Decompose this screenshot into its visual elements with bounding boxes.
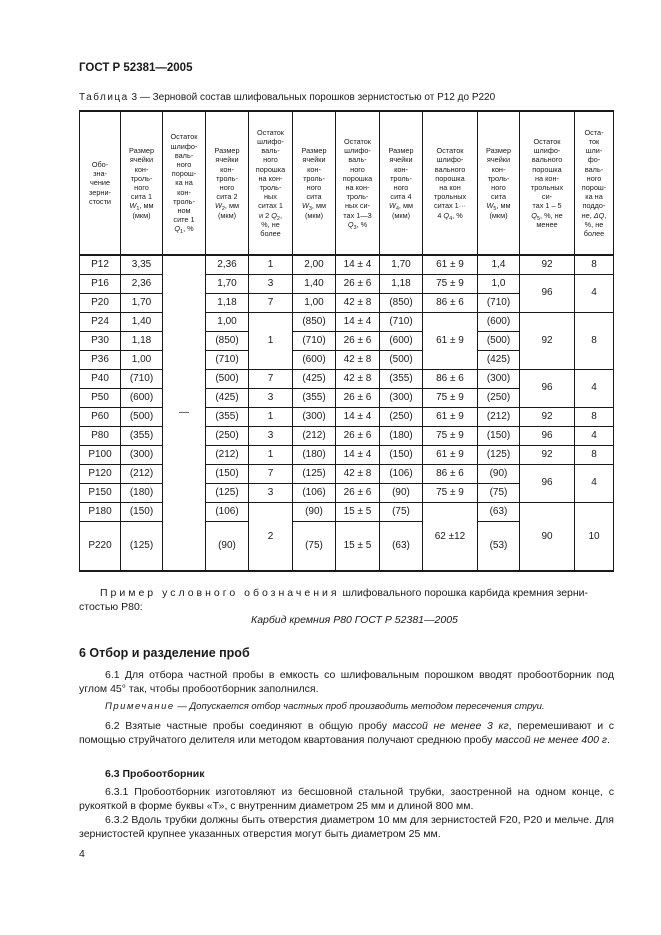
column-header-text-end: , мм (мкм)	[217, 201, 240, 220]
column-header-symbol: Q	[174, 224, 181, 234]
table-cell: 1,18	[206, 293, 249, 312]
table-cell: 61 ± 9	[423, 255, 478, 274]
column-header-9	[423, 111, 478, 255]
table-cell: Р12	[80, 255, 121, 274]
table-cell: 92	[520, 407, 575, 426]
table-row	[80, 407, 614, 426]
column-header-subscript: 2	[221, 206, 225, 213]
column-header-text: Остаток шлифо- вального порошка на кон трольных ситах 1··· 4	[433, 146, 467, 220]
table-cell: 42 ± 8	[336, 369, 380, 388]
table-cell: 26 ± 6	[336, 274, 380, 293]
column-header-subscript: 4	[449, 215, 453, 222]
q1-merged-cell: —	[163, 255, 206, 571]
p62-mass-total: массой не менее 3 кг	[392, 720, 509, 732]
column-header-subscript: 1	[180, 229, 184, 236]
column-header-text: Остаток шлифо- валь- ного порошка на кон- троль- ных си- тах 1—3	[342, 136, 373, 220]
table-cell: (75)	[478, 483, 520, 502]
table-cell: 26 ± 6	[336, 388, 380, 407]
table-cell: (90)	[206, 521, 249, 571]
column-header-6	[293, 111, 336, 255]
table-cell: (300)	[293, 407, 336, 426]
column-header-2	[121, 111, 163, 255]
table-cell: Р24	[80, 312, 121, 331]
column-header-7	[336, 111, 380, 255]
column-header-text-end: , мм (мкм)	[304, 201, 327, 220]
table-caption	[79, 92, 495, 103]
paragraph-6-3-2: 6.3.2 Вдоль трубки должны быть отверстия диаметром 10 мм для зернистостей F20, Р20 и мельче. Для зернистостей крупнее указанных отверстия могут быть диаметром 25 мм.	[79, 814, 614, 840]
table-row	[80, 312, 614, 331]
column-header-subscript: 2	[276, 215, 280, 222]
table-cell: 4	[575, 369, 614, 407]
table-cell: Р220	[80, 521, 121, 571]
table-cell: (500)	[121, 407, 163, 426]
table-cell: Р40	[80, 369, 121, 388]
column-header-12	[575, 111, 614, 255]
table-cell: 86 ± 6	[423, 369, 478, 388]
table-cell: 14 ± 4	[336, 255, 380, 274]
table-cell: 3	[249, 483, 293, 502]
page-number: 4	[79, 848, 85, 860]
column-header-text: Размер ячейки кон- троль- ного сита 1	[128, 146, 155, 202]
table-cell: 4	[575, 464, 614, 502]
table-cell: 61 ± 9	[423, 312, 478, 369]
column-header-text-end: , %	[356, 219, 368, 229]
table-cell: 15 ± 5	[336, 502, 380, 521]
column-header-subscript: 3	[353, 224, 357, 231]
table-cell: 1	[249, 445, 293, 464]
table-cell: (180)	[121, 483, 163, 502]
note-paragraph	[79, 700, 614, 714]
table-cell: (300)	[121, 445, 163, 464]
table-cell: 42 ± 8	[336, 464, 380, 483]
table-cell: (125)	[478, 445, 520, 464]
table-cell: (425)	[293, 369, 336, 388]
column-header-11	[520, 111, 575, 255]
table-cell: 96	[520, 464, 575, 502]
table-cell: (125)	[293, 464, 336, 483]
table-cell: Р120	[80, 464, 121, 483]
column-header-subscript: 5	[536, 215, 541, 222]
table-cell: 4	[575, 274, 614, 312]
table-cell: (90)	[478, 464, 520, 483]
table-cell: (710)	[380, 312, 423, 331]
table-cell: (710)	[206, 350, 249, 369]
table-cell: (150)	[478, 426, 520, 445]
table-cell: (355)	[380, 369, 423, 388]
paragraph-6-1: 6.1 Для отбора частной пробы в емкость со шлифовальным порошком вводят пробоотборник под углом 45° так, чтобы пробоотборник заполнился.	[79, 669, 614, 695]
table-cell: (125)	[206, 483, 249, 502]
example-text: шлифовального порошка карбида кремния зерни-	[342, 587, 589, 599]
column-header-text-end: , мм (мкм)	[132, 201, 154, 220]
table-row	[80, 502, 614, 521]
table-cell: 1,0	[478, 274, 520, 293]
table-cell: 7	[249, 293, 293, 312]
table-cell: 1,70	[121, 293, 163, 312]
table-cell: 1,00	[121, 350, 163, 369]
table-cell: (600)	[121, 388, 163, 407]
table-cell: 7	[249, 464, 293, 483]
table-cell: (425)	[206, 388, 249, 407]
table-cell: 14 ± 4	[336, 445, 380, 464]
column-header-subscript: 4	[395, 206, 399, 213]
table-cell: 1	[249, 312, 293, 369]
column-header-text: Размер ячейки кон- троль- ного сита	[485, 146, 512, 202]
table-cell: 42 ± 8	[336, 350, 380, 369]
section-title: 6 Отбор и разделение проб	[79, 646, 250, 660]
column-header-text: Обо- зна- чение зерни- стости	[88, 159, 112, 206]
column-header-text-end: , %, не менее	[536, 210, 563, 229]
table-cell: 14 ± 4	[336, 312, 380, 331]
note-label: Примечание	[105, 701, 175, 712]
column-header-text-end: , %	[183, 224, 194, 234]
table-cell: (150)	[206, 464, 249, 483]
table-cell: 75 ± 9	[423, 483, 478, 502]
table-cell: 1,70	[206, 274, 249, 293]
table-cell: 42 ± 8	[336, 293, 380, 312]
table-cell: (710)	[121, 369, 163, 388]
table-cell: (212)	[293, 426, 336, 445]
table-cell: 3	[249, 274, 293, 293]
table-cell: 15 ± 5	[336, 521, 380, 571]
table-cell: Р16	[80, 274, 121, 293]
table-cell: (355)	[293, 388, 336, 407]
table-cell: (250)	[478, 388, 520, 407]
column-header-subscript: 3	[308, 206, 312, 213]
table-cell: 62 ±12	[423, 502, 478, 571]
column-header-text: Размер ячейки кон- троль- ного сита 4	[388, 146, 414, 202]
table-cell: (500)	[478, 331, 520, 350]
table-cell: 1,18	[380, 274, 423, 293]
table-cell: 3	[249, 426, 293, 445]
table-cell: (300)	[380, 388, 423, 407]
column-header-symbol: Q	[271, 210, 277, 220]
table-cell: (150)	[121, 502, 163, 521]
table-cell: 1,18	[121, 331, 163, 350]
column-header-text-end: , %, не более	[583, 210, 607, 239]
table-cell: (106)	[293, 483, 336, 502]
table-cell: (600)	[478, 312, 520, 331]
column-header-subscript: 1	[136, 206, 140, 213]
table-cell: 1,70	[380, 255, 423, 274]
table-cell: Р60	[80, 407, 121, 426]
table-cell: (425)	[478, 350, 520, 369]
table-cell: (250)	[206, 426, 249, 445]
table-cell: (850)	[380, 293, 423, 312]
table-cell: 86 ± 6	[423, 464, 478, 483]
document-header: ГОСТ Р 52381—2005	[79, 62, 193, 74]
example-designation: Карбид кремния Р80 ГОСТ Р 52381—2005	[251, 614, 458, 626]
table-cell: (600)	[293, 350, 336, 369]
table-cell: 1,40	[293, 274, 336, 293]
table-cell: 8	[575, 255, 614, 274]
table-cell: 75 ± 9	[423, 388, 478, 407]
table-cell: Р150	[80, 483, 121, 502]
table-cell: (212)	[478, 407, 520, 426]
table-cell: 26 ± 6	[336, 426, 380, 445]
table-cell: (500)	[380, 350, 423, 369]
table-cell: 96	[520, 369, 575, 407]
column-header-4	[206, 111, 249, 255]
column-header-3	[163, 111, 206, 255]
table-cell: (106)	[206, 502, 249, 521]
column-header-symbol: W	[388, 201, 396, 211]
table-cell: (150)	[380, 445, 423, 464]
example-label: Пример условного обозначения	[100, 587, 340, 599]
table-cell: Р36	[80, 350, 121, 369]
table-cell: (180)	[380, 426, 423, 445]
table-cell: (212)	[121, 464, 163, 483]
column-header-symbol: ΔQ	[593, 210, 605, 220]
column-header-symbol: Q	[347, 219, 354, 229]
example-text-continued: стостью Р80:	[79, 601, 143, 613]
column-header-subscript: 5	[493, 206, 497, 213]
table-row	[80, 426, 614, 445]
table-cell: 26 ± 6	[336, 331, 380, 350]
table-cell: (75)	[380, 502, 423, 521]
table-cell: (355)	[121, 426, 163, 445]
table-cell: (850)	[293, 312, 336, 331]
table-cell: (600)	[380, 331, 423, 350]
column-header-5	[249, 111, 293, 255]
table-cell: 1	[249, 407, 293, 426]
table-cell: 96	[520, 274, 575, 312]
table-cell: 2	[249, 502, 293, 571]
table-cell: (710)	[293, 331, 336, 350]
column-header-1	[80, 111, 121, 255]
table-cell: 61 ± 9	[423, 407, 478, 426]
table-cell: 75 ± 9	[423, 426, 478, 445]
table-row	[80, 274, 614, 293]
table-row	[80, 255, 614, 274]
table-header-row	[80, 111, 614, 255]
column-header-symbol: W	[214, 201, 222, 211]
table-cell: 92	[520, 445, 575, 464]
column-header-symbol: Q	[531, 210, 537, 220]
column-header-text-end: , %	[452, 210, 463, 220]
table-cell: 2,36	[206, 255, 249, 274]
table-cell: 1,00	[206, 312, 249, 331]
table-cell: Р100	[80, 445, 121, 464]
column-header-10	[478, 111, 520, 255]
column-header-8	[380, 111, 423, 255]
table-cell: 90	[520, 502, 575, 571]
table-cell: 61 ± 9	[423, 445, 478, 464]
table-cell: (90)	[293, 502, 336, 521]
table-row	[80, 369, 614, 388]
grain-composition-table	[79, 110, 614, 572]
table-cell: (355)	[206, 407, 249, 426]
table-cell: 7	[249, 369, 293, 388]
table-cell: (850)	[206, 331, 249, 350]
table-cell: 4	[575, 426, 614, 445]
example-line	[100, 587, 588, 599]
table-cell: (75)	[293, 521, 336, 571]
table-cell: 1,00	[293, 293, 336, 312]
table-cell: 2,36	[121, 274, 163, 293]
column-header-text-end: , мм (мкм)	[489, 201, 511, 220]
table-cell: (500)	[206, 369, 249, 388]
table-cell: 92	[520, 312, 575, 369]
table-cell: Р30	[80, 331, 121, 350]
table-cell: 3	[249, 388, 293, 407]
note-text: — Допускается отбор частных проб производить методом пересечения струи.	[174, 701, 545, 712]
p62-mass-average: массой не менее 400 г	[495, 734, 608, 746]
table-cell: (180)	[293, 445, 336, 464]
table-cell: Р180	[80, 502, 121, 521]
table-cell: (300)	[478, 369, 520, 388]
table-cell: 1,40	[121, 312, 163, 331]
table-caption-text: 3 — Зерновой состав шлифовальных порошков зернистостью от Р12 до Р220	[131, 92, 496, 103]
column-header-symbol: W	[486, 201, 494, 211]
table-cell: 26 ± 6	[336, 483, 380, 502]
column-header-text: Остаток шлифо- вального порошка на кон- трольных си- тах 1 – 5	[530, 136, 564, 211]
table-cell: 3,35	[121, 255, 163, 274]
paragraph-6-3-1: 6.3.1 Пробоотборник изготовляют из бесшовной стальной трубки, заостренной на одном конце, с рукояткой в форме буквы «Т», с внутренним диаметром 25 мм и длиной 800 мм.	[79, 786, 614, 812]
table-cell: 8	[575, 407, 614, 426]
table-cell: (63)	[380, 521, 423, 571]
table-row	[80, 445, 614, 464]
table-cell: 8	[575, 445, 614, 464]
table-cell: (63)	[478, 502, 520, 521]
column-header-symbol: W	[301, 201, 309, 211]
table-cell: 1	[249, 255, 293, 274]
column-header-text: Остаток шлифо- валь- ного порош- ка на кон- троль- ном сите 1	[170, 132, 198, 225]
table-cell: (106)	[380, 464, 423, 483]
table-cell: 10	[575, 502, 614, 571]
table-cell: 86 ± 6	[423, 293, 478, 312]
column-header-text: Оста- ток шли- фо- валь- ного порош- ка на поддо- не,	[581, 127, 607, 220]
column-header-symbol: Q	[443, 210, 450, 220]
table-cell: Р50	[80, 388, 121, 407]
table-cell: 1,4	[478, 255, 520, 274]
column-header-text-end: , мм (мкм)	[391, 201, 414, 220]
table-cell: (710)	[478, 293, 520, 312]
column-header-symbol: W	[129, 201, 137, 211]
table-cell: (53)	[478, 521, 520, 571]
table-row	[80, 464, 614, 483]
p62-part-c: , перемешивают и с помощью струйчатого делителя или методом квартования получают среднюю пробу	[79, 720, 614, 746]
table-cell: 75 ± 9	[423, 274, 478, 293]
table-cell: (212)	[206, 445, 249, 464]
p62-part-e: .	[607, 734, 610, 746]
table-cell: (125)	[121, 521, 163, 571]
column-header-text: Размер ячейки кон- троль- ного сита	[301, 146, 327, 202]
table-cell: (90)	[380, 483, 423, 502]
table-cell: 8	[575, 312, 614, 369]
paragraph-6-2	[79, 719, 614, 747]
table-cell: 14 ± 4	[336, 407, 380, 426]
table-cell: 2,00	[293, 255, 336, 274]
p62-part-a: 6.2 Взятые частные пробы соединяют в общую пробу	[105, 720, 393, 732]
column-header-text-end: , %, не более	[260, 210, 282, 239]
table-cell: (250)	[380, 407, 423, 426]
table-cell: Р80	[80, 426, 121, 445]
column-header-text: Размер ячейки кон- троль- ного сита 2	[214, 146, 240, 202]
subsection-title: 6.3 Пробоотборник	[105, 768, 205, 780]
table-cell: 96	[520, 426, 575, 445]
column-header-text: Остаток шлифо- валь- ного порошка на кон- троль- ных ситах 1 и 2	[255, 127, 286, 220]
table-cell: Р20	[80, 293, 121, 312]
table-caption-word: Таблица	[79, 92, 129, 103]
table-cell: 92	[520, 255, 575, 274]
